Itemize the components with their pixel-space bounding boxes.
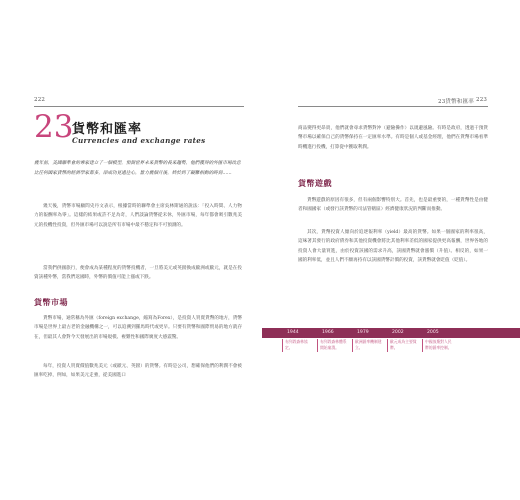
section-heading-forex: 貨幣市場 xyxy=(34,297,68,307)
chapter-title: 貨幣和匯率 xyxy=(72,122,143,137)
body-paragraph: 幾天後，貨幣市場顧問史丹文表示，根據當時的聯準會主席吳林斯通的說法：「投入時間、人力物力的報酬率為零」。這樣的結果或許不足為奇，人們談論貨幣從未休，外匯市場，每年都會吸引數兆美元的投機性投資，但外匯市場可以說是所有市場中最不穩定和不可預測的。 xyxy=(34,204,242,228)
chapter-intro: 幾年前，美國聯準會的專家建立了一個模型，預測世界未來貨幣的長來趨勢，他們獲得的外匯市場改息比任何國家貨幣的經濟學家都多，卻成功見過往心，皆力幾個月後，終於到了礙難相動的時刻…… xyxy=(34,161,241,176)
left-page-number: 222 xyxy=(34,97,46,103)
body-paragraph: 當我們供國旅行，便會成為某種程度的貨幣投機者，一旦將美元或英鎊換成歐洲或歐元，就是在投資該種外幣，當我們返國時，外幣的價值可能上漲或下跌。 xyxy=(34,266,242,281)
timeline xyxy=(262,328,520,352)
right-header-rule xyxy=(298,106,488,107)
timeline-year: 2002 xyxy=(392,330,404,335)
timeline-year: 1979 xyxy=(357,330,369,335)
timeline-event: 歐洲匯率機制建立。 xyxy=(352,339,383,352)
right-page-number: 223 xyxy=(476,97,488,103)
body-paragraph: 其次，貨幣投資人傾向於追逐報利率（yield）最高的貨幣。如果一個國家的利率很高，這味著其發行的政府債券和其他投資機會將比其他利率差低的國家提供更高報酬，世界各地的投資人會大量買進，由於投資該國的需求升高，該國貨幣就會漲價（升值）。相反的，如果一國的利率低，並且人們不願再持有以該國貨幣計價的投資，該貨幣就會貶值（貶值）。 xyxy=(298,230,488,263)
chapter-subtitle-en: Currencies and exchange rates xyxy=(72,136,206,145)
timeline-year: 1944 xyxy=(287,330,299,335)
timeline-event: 布列敦森林體系開始崩潰。 xyxy=(317,339,348,352)
timeline-bar xyxy=(262,328,520,338)
timeline-year: 2005 xyxy=(427,330,439,335)
body-paragraph: 貨幣市場，通常稱為外匯（foreign exchange，縮寫為Forex），是投資人買賣貨幣的地方，貨幣市場是世界上最古老的金融機構之一，可以追溯到羅馬時代或更早。只要有貨幣和國際貿易的地方就存在，但最其人會對今天發展出的市場規模、複雜性和國際廣度大感震驚。 xyxy=(34,316,242,340)
timeline-event: 中國放棄對人民幣的匯率控制。 xyxy=(422,339,453,352)
body-paragraph: 商品變得更昂貴，他們就會尋求貨幣對沖（避險操作）以規避風險。有時是政府，透過干預貨幣市場以確保自己的貨幣保持在一定匯率水準。有時是個人或基金經理，他們在貨幣市場看準時機進行投機，打算從中獲取利潤。 xyxy=(298,126,488,150)
body-paragraph: 貨幣遊戲的原因有很多，但有兩個影響特別大。首先，也是最重要的，一種貨幣性是由健者和國國家（或發行該貨幣的司法管轄區）經濟健康狀況的判斷而推動。 xyxy=(298,198,488,213)
left-header-rule xyxy=(34,106,244,107)
chapter-number: 23 xyxy=(34,109,74,145)
timeline-event: 布列敦森林協定。 xyxy=(282,339,313,352)
running-head: 23貨幣和匯率 xyxy=(438,99,474,105)
section-heading-speculation: 貨幣遊戲 xyxy=(298,178,332,188)
timeline-event: 歐元成為主要貨幣。 xyxy=(387,339,418,352)
timeline-year: 1966 xyxy=(322,330,334,335)
timeline-events xyxy=(262,339,520,352)
body-paragraph: 每年，投資人買賣價值數兆美元（或歐元、英鎊）的貨幣。有時是公司，想確保他們的利潤不會被匯率吃掉，例如，如果美元走強，從美國進口 xyxy=(34,364,242,379)
